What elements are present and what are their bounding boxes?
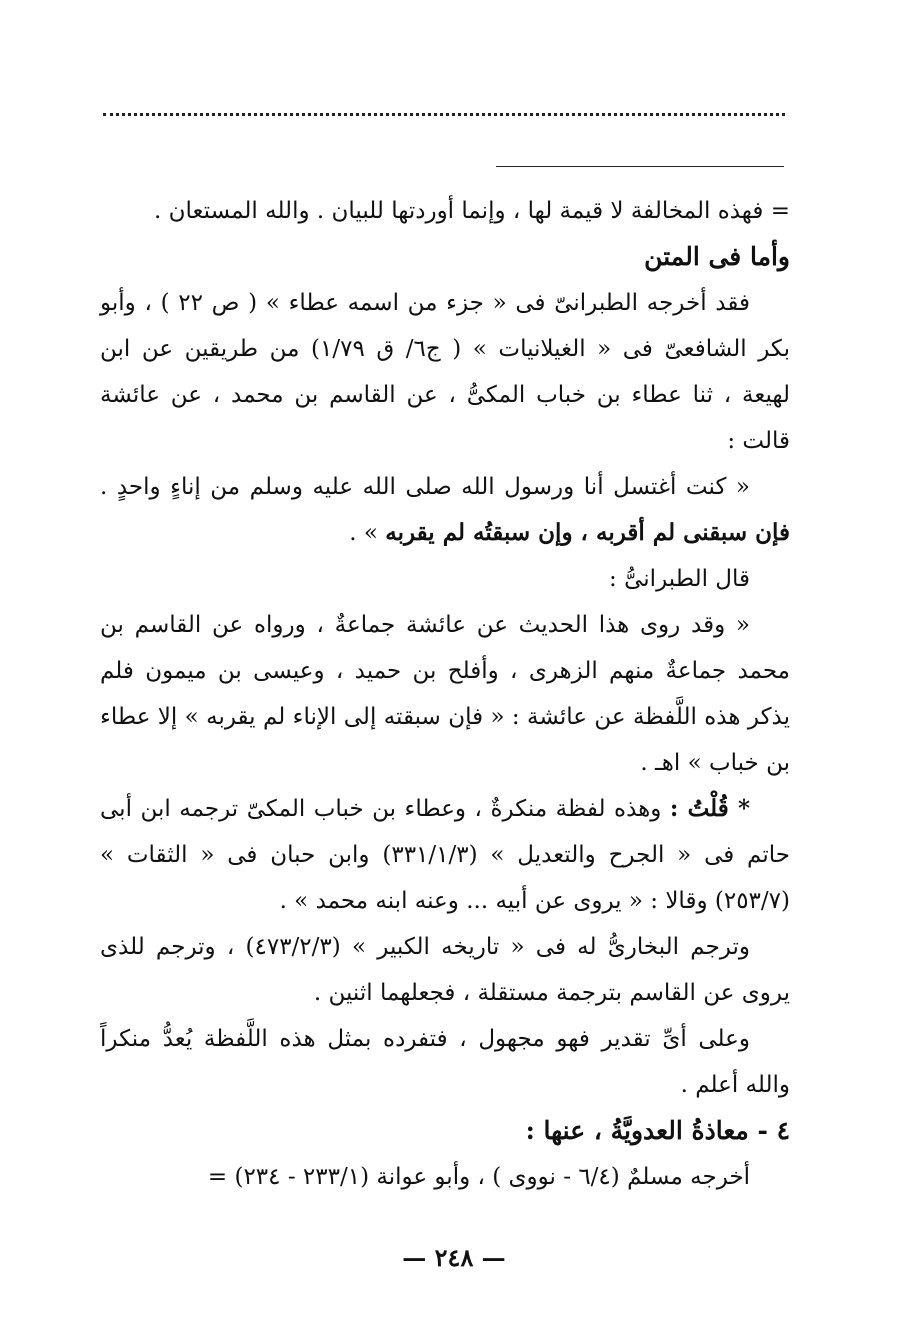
section-heading-muadha: ٤ - معاذةُ العدويَّةُ ، عنها : <box>525 1116 790 1145</box>
bukhari-paragraph: وترجم البخارىُّ له فى « تاريخه الكبير » (٤٧٣/٢/٣) ، وترجم للذى يروى عن القاسم بترجمة مستقلة ، فجعلهما اثنين . <box>100 934 790 1006</box>
author-comment-text: وهذه لفظة منكرةٌ ، وعطاء بن خباب المكىّ ترجمه ابن أبى حاتم فى « الجرح والتعديل » (٣٣١/١/٣) وابن حبان فى « الثقات » (٢٥٣/٧) وقالا : « يروى عن أبيه ... وعنه ابنه محمد » . <box>100 796 790 914</box>
hadith-bold-text: فإن سبقنى لم أقربه ، وإن سبقتُه لم يقربه <box>385 519 790 546</box>
qultu-mark: * قُلْتُ : <box>669 795 751 822</box>
tabarani-quote: « وقد روى هذا الحديث عن عائشة جماعةٌ ، ورواه عن القاسم بن محمد جماعةٌ منهم الزهرى ، وأفلح بن حميد ، وعيسى بن ميمون فلم يذكر هذه اللَّفظة عن عائشة : « فإن سبقته إلى الإناء لم يقربه » إلا عطاء بن خباب » اهـ . <box>100 612 790 776</box>
footnote-separator <box>496 166 784 167</box>
hadith-end: » . <box>349 520 378 546</box>
hadith-text: « كنت أغتسل أنا ورسول الله صلى الله عليه وسلم من إناءٍ واحدٍ . <box>100 474 750 500</box>
hadith-quote <box>100 464 790 556</box>
conclusion-paragraph: وعلى أىِّ تقدير فهو مجهول ، فتفرده بمثل هذه اللَّفظة يُعدُّ منكراً والله أعلم . <box>100 1026 790 1098</box>
dotted-divider <box>103 113 785 116</box>
section-heading-matn: وأما فى المتن <box>644 242 790 271</box>
paragraph-tabarani: فقد أخرجه الطبرانىّ فى « جزء من اسمه عطاء » ( ص ٢٢ ) ، وأبو بكر الشافعىّ فى « الغيلانيات » ( ج٦/ ق ١/٧٩) من طريقين عن ابن لهيعة ، ثنا عطاء بن خباب المكىُّ ، عن القاسم بن محمد ، عن عائشة قالت : <box>100 290 790 454</box>
tabarani-said: قال الطبرانىُّ : <box>609 566 750 592</box>
page-number: — ٢٤٨ — <box>402 1243 506 1272</box>
muslim-reference: أخرجه مسلمٌ (٦/٤ - نووى ) ، وأبو عوانة (٢٣٣/١ - ٢٣٤) = <box>207 1164 750 1190</box>
author-comment <box>100 786 790 924</box>
page-body <box>100 188 790 1200</box>
continued-line: = فهذه المخالفة لا قيمة لها ، وإنما أوردتها للبيان . والله المستعان . <box>154 198 790 224</box>
